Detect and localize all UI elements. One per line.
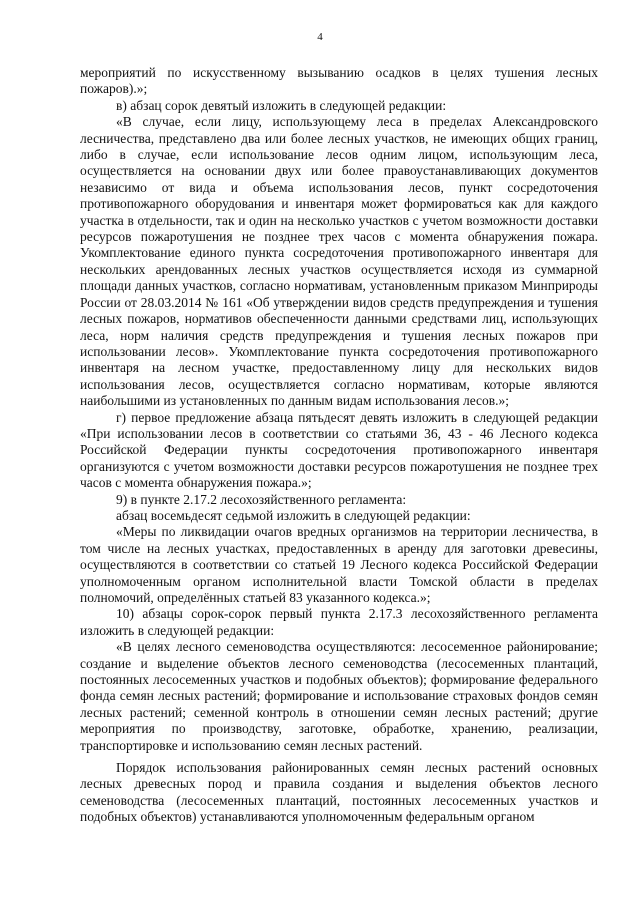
document-body: [80, 65, 598, 826]
paragraph-subitem: абзац восемьдесят седьмой изложить в следующей редакции:: [116, 507, 471, 523]
paragraph-procedure: Порядок использования районированных семян лесных растений основных лесных древесных пород и правила создания и выделения объектов лесного семеноводства (лесосеменных плантаций, постоянных лесосеменных участков и подобных объектов) устанавливаются уполномоченным федеральным органом: [80, 760, 598, 825]
paragraph-item-v: в) абзац сорок девятый изложить в следующей редакции:: [116, 97, 447, 113]
paragraph-item-10: 10) абзацы сорок-сорок первый пункта 2.17.3 лесохозяйственного регламента изложить в следующей редакции:: [80, 606, 598, 638]
paragraph-quote-3: «В целях лесного семеноводства осуществляются: лесосеменное районирование; создание и выделение объектов лесного семеноводства (лесосеменных плантаций, постоянных лесосеменных участков и подобных объектов); формирование федерального фонда семян лесных растений; формирование и использование страховых фондов семян лесных растений; семенной контроль в отношении семян лесных растений; другие мероприятия по производству, заготовке, обработке, хранению, реализации, транспортировке и использованию семян лесных растений.: [80, 639, 598, 753]
paragraph-item-g: г) первое предложение абзаца пятьдесят девять изложить в следующей редакции «При использовании лесов в соответствии со статьями 36, 43 - 46 Лесного кодекса Российской Федерации пункты сосредоточения противопожарного инвентаря организуются с учетом возможности доставки ресурсов пожаротушения не позднее трех часов с момента обнаружения пожара.»;: [80, 409, 598, 491]
page-number: 4: [317, 31, 323, 43]
paragraph-quote-2: «Меры по ликвидации очагов вредных организмов на территории лесничества, в том числе на лесных участках, предоставленных в аренду для заготовки древесины, осуществляются в соответствии со статьей 19 Лесного кодекса Российской Федерации уполномоченным органом исполнительной власти Томской области в пределах полномочий, определённых статьей 83 указанного кодекса.»;: [80, 524, 598, 605]
paragraph-item-9: 9) в пункте 2.17.2 лесохозяйственного регламента:: [116, 491, 407, 507]
paragraph-continuation: мероприятий по искусственному вызыванию осадков в целях тушения лесных пожаров).»;: [80, 65, 598, 97]
paragraph-quote-1: «В случае, если лицу, использующему леса в пределах Александровского лесничества, представлено два или более лесных участков, не имеющих общих границ, либо в случае, если использование лесов одним лицом, использующим леса, осуществляется на основании двух или более правоустанавливающих документов независимо от вида и объема использования лесов, пункт сосредоточения противопожарного оборудования и инвентаря может формироваться как для каждого участка в отдельности, так и один на несколько участков с учетом возможности доставки ресурсов пожаротушения не позднее трех часов с момента обнаружения пожара. Укомплектование единого пункта сосредоточения противопожарного инвентаря для нескольких арендованных лесных участков осуществляется исходя из суммарной площади данных участков, согласно нормативам, установленным приказом Минприроды России от 28.03.2014 № 161 «Об утверждении видов средств предупреждения и тушения лесных пожаров, нормативов обеспеченности данными средствами лиц, использующих леса, норм наличия средств предупреждения и тушения лесных пожаров при использовании лесов». Укомплектование пункта сосредоточения противопожарного инвентаря на лесном участке, предоставленному лицу для нескольких видов использования лесов, осуществляется согласно нормативам, которые являются наибольшими из установленных по данным видам использования лесов.»;: [80, 114, 598, 409]
